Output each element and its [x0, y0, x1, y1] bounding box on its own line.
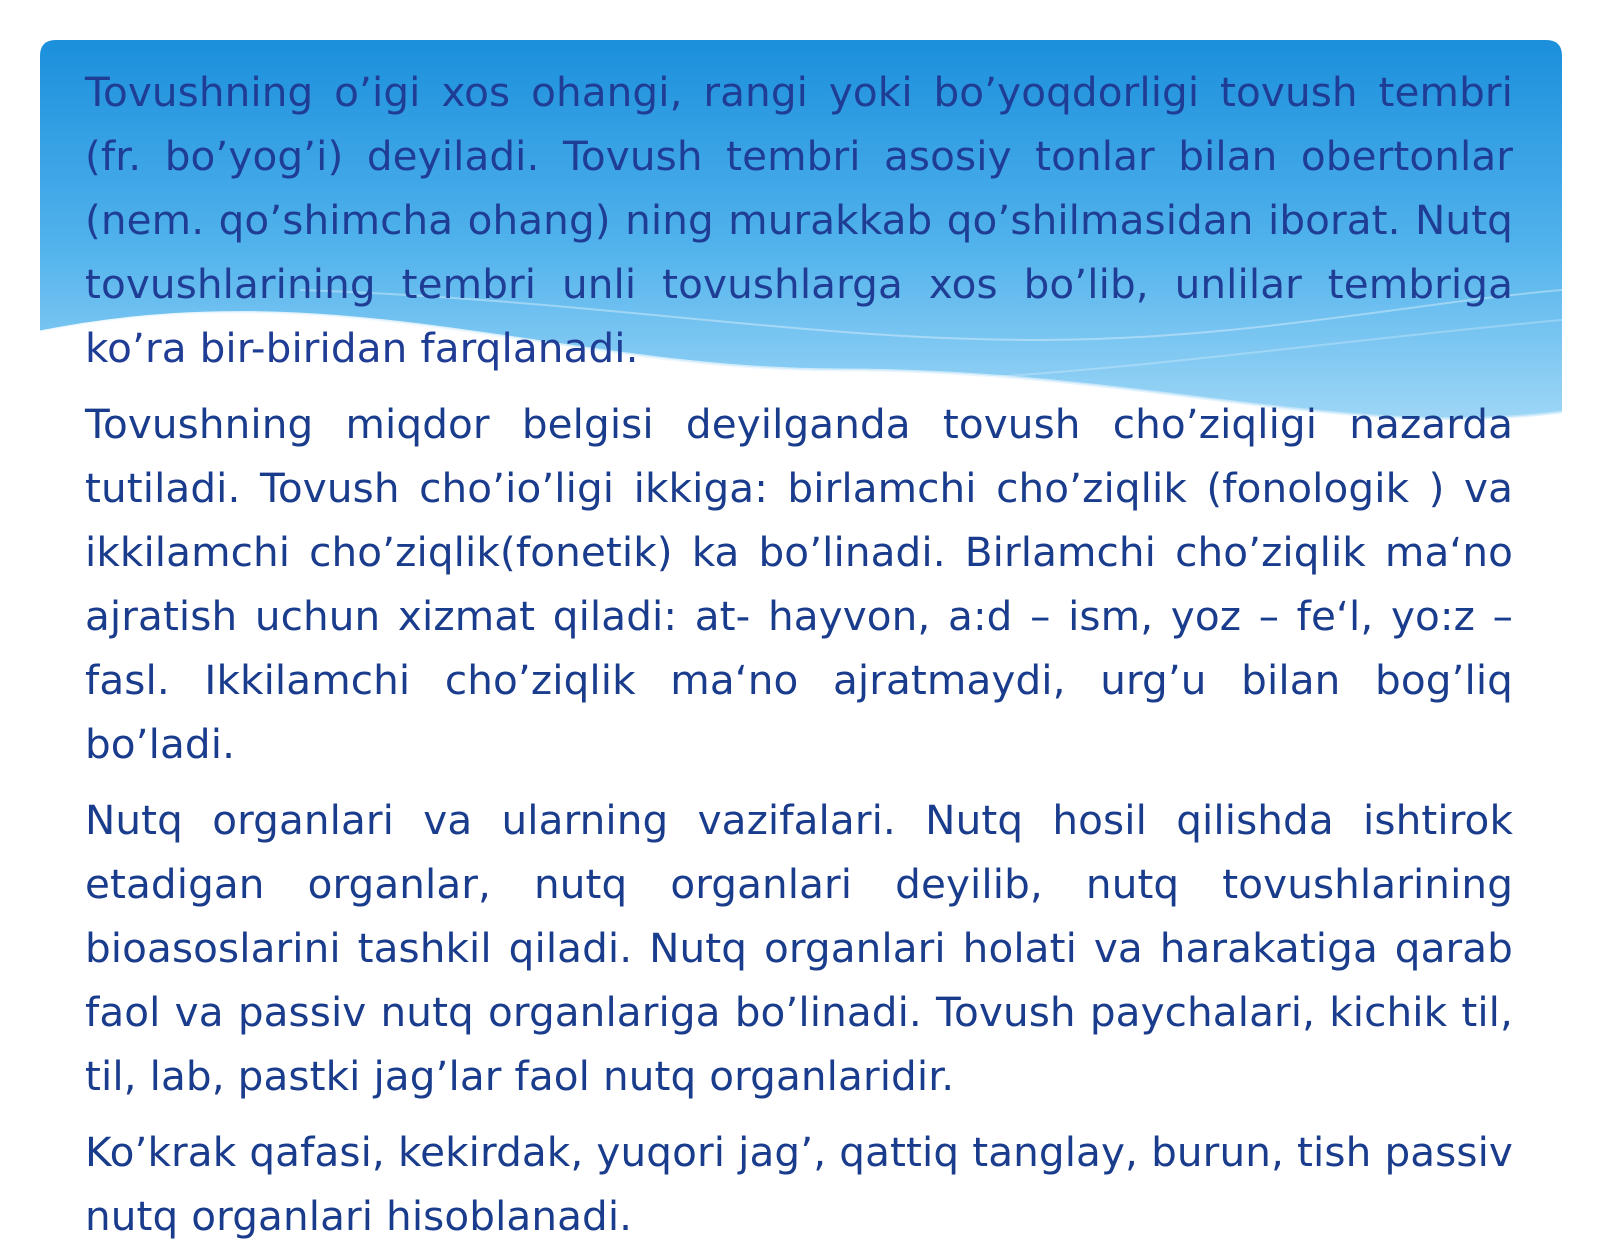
paragraph-passive-organs: Ko’krak qafasi, kekirdak, yuqori jag’, qattiq tanglay, burun, tish passiv nutq organlari hisoblanadi.	[85, 1128, 1513, 1240]
paragraph-timbre: Tovushning o’igi xos ohangi, rangi yoki bo’yoqdorligi tovush tembri (fr. bo’yog’i) deyiladi. Tovush tembri asosiy tonlar bilan obertonlar (nem. qo’shimcha ohang) ning murakkab qo’shilmasidan iborat. Nutq tovushlarining tembri unli tovushlarga xos bo’lib, unlilar tembriga ko’ra bir-biridan farqlanadi.	[85, 68, 1513, 372]
paragraph-length: Tovushning miqdor belgisi deyilganda tovush cho’ziqligi nazarda tutiladi. Tovush cho’io’ligi ikkiga: birlamchi cho’ziqlik (fonologik ) va ikkilamchi cho’ziqlik(fonetik) ka bo’linadi. Birlamchi cho’ziqlik ma‘no ajratish uchun xizmat qiladi: at- hayvon, a:d – ism, yoz – fe‘l, yo:z – fasl. Ikkilamchi cho’ziqlik ma‘no ajratmaydi, urg’u bilan bog’liq bo’ladi.	[85, 400, 1513, 768]
slide-body	[85, 60, 1513, 1240]
paragraph-speech-organs: Nutq organlari va ularning vazifalari. Nutq hosil qilishda ishtirok etadigan organlar, nutq organlari deyilib, nutq tovushlarining bioasoslarini tashkil qiladi. Nutq organlari holati va harakatiga qarab faol va passiv nutq organlariga bo’linadi. Tovush paychalari, kichik til, til, lab, pastki jag’lar faol nutq organlaridir.	[85, 796, 1513, 1100]
